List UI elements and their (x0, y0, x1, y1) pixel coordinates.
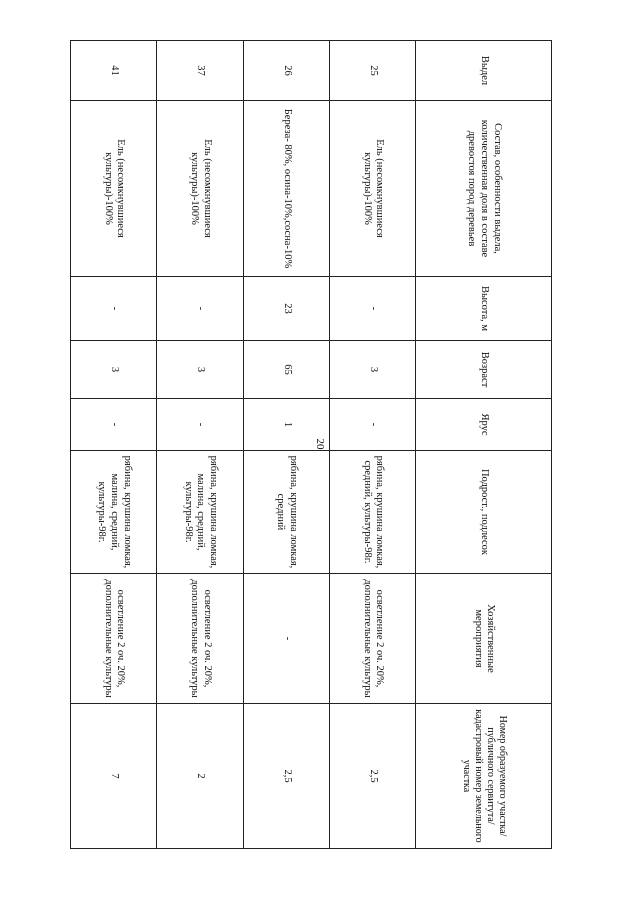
forest-table (70, 40, 552, 849)
cell-meropriyatiya: осветление 2 оч. 20%, дополнительные культуры (157, 574, 243, 704)
table-row (157, 41, 243, 849)
table-row (71, 41, 157, 849)
header-vydel: Выдел (416, 41, 552, 101)
cell-vydel: 37 (157, 41, 243, 101)
table-row (243, 41, 329, 849)
header-sostav: Состав, особенности выдела, количественная доля в составе древостоя пород деревьев (416, 101, 552, 277)
cell-meropriyatiya: осветление 2 оч. 20%, дополнительные культуры (330, 574, 416, 704)
cell-nomer: 2,5 (330, 704, 416, 849)
table-row (330, 41, 416, 849)
cell-meropriyatiya: осветление 2 оч. 20%, дополнительные культуры (71, 574, 157, 704)
header-podrost: Подрост., подлесок (416, 451, 552, 574)
cell-nomer: 7 (71, 704, 157, 849)
cell-sostav: Ель (несомкнувшиеся культуры)-100% (157, 101, 243, 277)
header-vozrast: Возраст (416, 341, 552, 399)
cell-yarus: - (71, 399, 157, 451)
cell-meropriyatiya: - (243, 574, 329, 704)
cell-vozrast: 3 (330, 341, 416, 399)
page-number: 20 (314, 438, 326, 450)
cell-nomer: 2 (157, 704, 243, 849)
cell-vydel: 41 (71, 41, 157, 101)
cell-yarus: - (157, 399, 243, 451)
cell-vysota: - (330, 277, 416, 341)
cell-podrost: рябина, крушина ломкая, средний (243, 451, 329, 574)
cell-vozrast: 3 (157, 341, 243, 399)
cell-vozrast: 65 (243, 341, 329, 399)
cell-yarus: 1 (243, 399, 329, 451)
cell-vysota: - (71, 277, 157, 341)
header-meropriyatiya: Хозяйственные мероприятия (416, 574, 552, 704)
cell-vydel: 25 (330, 41, 416, 101)
table-header-row (416, 41, 552, 849)
header-yarus: Ярус (416, 399, 552, 451)
cell-podrost: рябина, крушина ломкая, средний, культуры-98г. (330, 451, 416, 574)
forest-table-container (70, 40, 552, 848)
cell-sostav: Ель (несомкнувшиеся культуры)-100% (330, 101, 416, 277)
cell-vysota: 23 (243, 277, 329, 341)
cell-podrost: рябина, крушина ломкая, малина, средний, культуры-98г. (71, 451, 157, 574)
cell-sostav: Ель (несомкнувшиеся культуры)-100% (71, 101, 157, 277)
cell-vozrast: 3 (71, 341, 157, 399)
header-nomer: Номер образуемого участка/ публичного сервитута/кадастровый номер земельного участка (416, 704, 552, 849)
cell-nomer: 2,5 (243, 704, 329, 849)
cell-yarus: - (330, 399, 416, 451)
cell-podrost: рябина, крушина ломкая, малина, средний, культуры-98г. (157, 451, 243, 574)
cell-vysota: - (157, 277, 243, 341)
header-vysota: Высота, м (416, 277, 552, 341)
cell-vydel: 26 (243, 41, 329, 101)
cell-sostav: Береза- 80%, осина-10%,сосна-10% (243, 101, 329, 277)
rotated-table-frame (70, 40, 552, 848)
